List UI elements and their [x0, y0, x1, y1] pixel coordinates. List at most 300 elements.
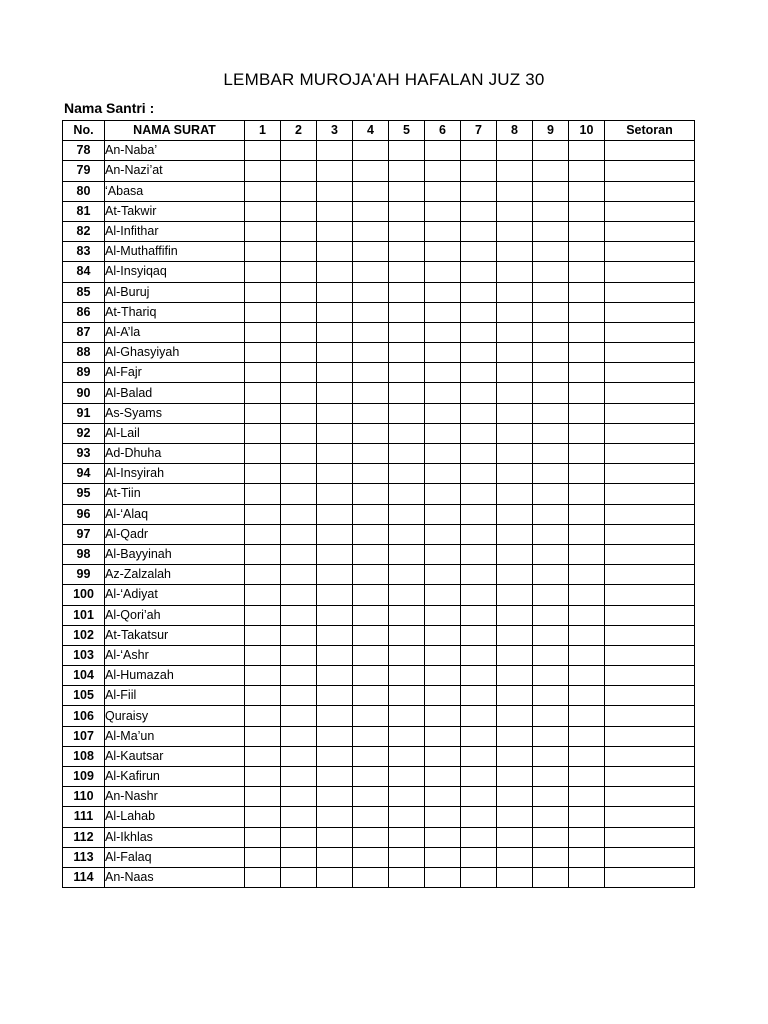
setoran-cell[interactable] — [605, 201, 695, 221]
session-2-cell[interactable] — [281, 524, 317, 544]
session-2-cell[interactable] — [281, 827, 317, 847]
session-6-cell[interactable] — [425, 242, 461, 262]
session-9-cell[interactable] — [533, 645, 569, 665]
session-8-cell[interactable] — [497, 645, 533, 665]
setoran-cell[interactable] — [605, 161, 695, 181]
session-7-cell[interactable] — [461, 827, 497, 847]
session-1-cell[interactable] — [245, 141, 281, 161]
session-4-cell[interactable] — [353, 686, 389, 706]
session-10-cell[interactable] — [569, 807, 605, 827]
session-5-cell[interactable] — [389, 686, 425, 706]
session-4-cell[interactable] — [353, 645, 389, 665]
session-6-cell[interactable] — [425, 847, 461, 867]
session-2-cell[interactable] — [281, 706, 317, 726]
setoran-cell[interactable] — [605, 645, 695, 665]
session-4-cell[interactable] — [353, 242, 389, 262]
setoran-cell[interactable] — [605, 807, 695, 827]
session-2-cell[interactable] — [281, 787, 317, 807]
session-3-cell[interactable] — [317, 827, 353, 847]
session-3-cell[interactable] — [317, 767, 353, 787]
session-3-cell[interactable] — [317, 444, 353, 464]
session-7-cell[interactable] — [461, 423, 497, 443]
session-4-cell[interactable] — [353, 141, 389, 161]
session-9-cell[interactable] — [533, 423, 569, 443]
session-9-cell[interactable] — [533, 867, 569, 887]
session-6-cell[interactable] — [425, 363, 461, 383]
session-1-cell[interactable] — [245, 201, 281, 221]
session-2-cell[interactable] — [281, 565, 317, 585]
session-10-cell[interactable] — [569, 141, 605, 161]
session-6-cell[interactable] — [425, 666, 461, 686]
session-7-cell[interactable] — [461, 221, 497, 241]
session-3-cell[interactable] — [317, 585, 353, 605]
session-5-cell[interactable] — [389, 262, 425, 282]
session-5-cell[interactable] — [389, 625, 425, 645]
session-10-cell[interactable] — [569, 686, 605, 706]
session-8-cell[interactable] — [497, 484, 533, 504]
session-9-cell[interactable] — [533, 847, 569, 867]
session-10-cell[interactable] — [569, 524, 605, 544]
session-4-cell[interactable] — [353, 262, 389, 282]
session-1-cell[interactable] — [245, 322, 281, 342]
session-3-cell[interactable] — [317, 484, 353, 504]
session-9-cell[interactable] — [533, 827, 569, 847]
session-10-cell[interactable] — [569, 847, 605, 867]
session-10-cell[interactable] — [569, 423, 605, 443]
session-3-cell[interactable] — [317, 867, 353, 887]
setoran-cell[interactable] — [605, 484, 695, 504]
session-1-cell[interactable] — [245, 302, 281, 322]
session-2-cell[interactable] — [281, 605, 317, 625]
session-4-cell[interactable] — [353, 383, 389, 403]
session-1-cell[interactable] — [245, 787, 281, 807]
session-1-cell[interactable] — [245, 221, 281, 241]
session-8-cell[interactable] — [497, 746, 533, 766]
setoran-cell[interactable] — [605, 444, 695, 464]
session-4-cell[interactable] — [353, 302, 389, 322]
session-5-cell[interactable] — [389, 302, 425, 322]
session-8-cell[interactable] — [497, 403, 533, 423]
session-6-cell[interactable] — [425, 302, 461, 322]
session-4-cell[interactable] — [353, 221, 389, 241]
session-5-cell[interactable] — [389, 141, 425, 161]
session-6-cell[interactable] — [425, 807, 461, 827]
session-8-cell[interactable] — [497, 666, 533, 686]
session-8-cell[interactable] — [497, 181, 533, 201]
session-3-cell[interactable] — [317, 201, 353, 221]
session-3-cell[interactable] — [317, 787, 353, 807]
session-4-cell[interactable] — [353, 746, 389, 766]
session-7-cell[interactable] — [461, 181, 497, 201]
session-8-cell[interactable] — [497, 282, 533, 302]
session-4-cell[interactable] — [353, 625, 389, 645]
session-6-cell[interactable] — [425, 524, 461, 544]
session-5-cell[interactable] — [389, 867, 425, 887]
session-8-cell[interactable] — [497, 383, 533, 403]
session-4-cell[interactable] — [353, 585, 389, 605]
session-7-cell[interactable] — [461, 322, 497, 342]
session-1-cell[interactable] — [245, 565, 281, 585]
session-6-cell[interactable] — [425, 181, 461, 201]
session-5-cell[interactable] — [389, 464, 425, 484]
session-1-cell[interactable] — [245, 847, 281, 867]
session-6-cell[interactable] — [425, 444, 461, 464]
setoran-cell[interactable] — [605, 282, 695, 302]
session-10-cell[interactable] — [569, 787, 605, 807]
session-8-cell[interactable] — [497, 807, 533, 827]
session-1-cell[interactable] — [245, 544, 281, 564]
session-8-cell[interactable] — [497, 141, 533, 161]
session-3-cell[interactable] — [317, 262, 353, 282]
session-3-cell[interactable] — [317, 423, 353, 443]
setoran-cell[interactable] — [605, 504, 695, 524]
session-8-cell[interactable] — [497, 625, 533, 645]
session-5-cell[interactable] — [389, 565, 425, 585]
session-8-cell[interactable] — [497, 565, 533, 585]
session-6-cell[interactable] — [425, 565, 461, 585]
session-6-cell[interactable] — [425, 827, 461, 847]
session-4-cell[interactable] — [353, 827, 389, 847]
session-9-cell[interactable] — [533, 161, 569, 181]
session-6-cell[interactable] — [425, 706, 461, 726]
session-2-cell[interactable] — [281, 544, 317, 564]
session-6-cell[interactable] — [425, 141, 461, 161]
session-10-cell[interactable] — [569, 585, 605, 605]
session-7-cell[interactable] — [461, 605, 497, 625]
session-2-cell[interactable] — [281, 767, 317, 787]
session-9-cell[interactable] — [533, 605, 569, 625]
session-7-cell[interactable] — [461, 383, 497, 403]
session-3-cell[interactable] — [317, 221, 353, 241]
session-9-cell[interactable] — [533, 262, 569, 282]
session-8-cell[interactable] — [497, 221, 533, 241]
session-8-cell[interactable] — [497, 524, 533, 544]
setoran-cell[interactable] — [605, 746, 695, 766]
session-3-cell[interactable] — [317, 464, 353, 484]
session-5-cell[interactable] — [389, 423, 425, 443]
session-1-cell[interactable] — [245, 423, 281, 443]
session-4-cell[interactable] — [353, 726, 389, 746]
session-3-cell[interactable] — [317, 363, 353, 383]
session-8-cell[interactable] — [497, 504, 533, 524]
session-8-cell[interactable] — [497, 201, 533, 221]
session-2-cell[interactable] — [281, 282, 317, 302]
session-7-cell[interactable] — [461, 645, 497, 665]
session-1-cell[interactable] — [245, 262, 281, 282]
session-9-cell[interactable] — [533, 524, 569, 544]
session-7-cell[interactable] — [461, 444, 497, 464]
session-9-cell[interactable] — [533, 181, 569, 201]
session-5-cell[interactable] — [389, 484, 425, 504]
session-10-cell[interactable] — [569, 484, 605, 504]
setoran-cell[interactable] — [605, 464, 695, 484]
setoran-cell[interactable] — [605, 827, 695, 847]
session-6-cell[interactable] — [425, 867, 461, 887]
session-9-cell[interactable] — [533, 282, 569, 302]
setoran-cell[interactable] — [605, 181, 695, 201]
session-1-cell[interactable] — [245, 867, 281, 887]
session-8-cell[interactable] — [497, 767, 533, 787]
session-4-cell[interactable] — [353, 201, 389, 221]
session-7-cell[interactable] — [461, 706, 497, 726]
session-7-cell[interactable] — [461, 504, 497, 524]
session-7-cell[interactable] — [461, 141, 497, 161]
session-7-cell[interactable] — [461, 544, 497, 564]
session-9-cell[interactable] — [533, 504, 569, 524]
session-7-cell[interactable] — [461, 464, 497, 484]
session-4-cell[interactable] — [353, 322, 389, 342]
session-4-cell[interactable] — [353, 423, 389, 443]
session-4-cell[interactable] — [353, 565, 389, 585]
session-9-cell[interactable] — [533, 141, 569, 161]
session-8-cell[interactable] — [497, 423, 533, 443]
session-7-cell[interactable] — [461, 262, 497, 282]
session-3-cell[interactable] — [317, 302, 353, 322]
session-1-cell[interactable] — [245, 767, 281, 787]
session-3-cell[interactable] — [317, 282, 353, 302]
session-9-cell[interactable] — [533, 383, 569, 403]
session-6-cell[interactable] — [425, 403, 461, 423]
session-5-cell[interactable] — [389, 242, 425, 262]
session-9-cell[interactable] — [533, 807, 569, 827]
session-9-cell[interactable] — [533, 787, 569, 807]
session-3-cell[interactable] — [317, 605, 353, 625]
session-2-cell[interactable] — [281, 343, 317, 363]
session-6-cell[interactable] — [425, 423, 461, 443]
session-7-cell[interactable] — [461, 363, 497, 383]
session-8-cell[interactable] — [497, 322, 533, 342]
session-1-cell[interactable] — [245, 827, 281, 847]
session-10-cell[interactable] — [569, 161, 605, 181]
session-9-cell[interactable] — [533, 464, 569, 484]
session-2-cell[interactable] — [281, 262, 317, 282]
session-8-cell[interactable] — [497, 787, 533, 807]
session-6-cell[interactable] — [425, 322, 461, 342]
session-9-cell[interactable] — [533, 544, 569, 564]
session-9-cell[interactable] — [533, 726, 569, 746]
session-2-cell[interactable] — [281, 363, 317, 383]
session-1-cell[interactable] — [245, 282, 281, 302]
session-10-cell[interactable] — [569, 444, 605, 464]
session-1-cell[interactable] — [245, 403, 281, 423]
setoran-cell[interactable] — [605, 706, 695, 726]
session-4-cell[interactable] — [353, 464, 389, 484]
session-3-cell[interactable] — [317, 544, 353, 564]
session-2-cell[interactable] — [281, 484, 317, 504]
session-1-cell[interactable] — [245, 605, 281, 625]
session-5-cell[interactable] — [389, 645, 425, 665]
setoran-cell[interactable] — [605, 221, 695, 241]
session-6-cell[interactable] — [425, 585, 461, 605]
session-5-cell[interactable] — [389, 282, 425, 302]
session-3-cell[interactable] — [317, 524, 353, 544]
session-2-cell[interactable] — [281, 645, 317, 665]
session-1-cell[interactable] — [245, 585, 281, 605]
session-10-cell[interactable] — [569, 645, 605, 665]
session-8-cell[interactable] — [497, 444, 533, 464]
session-5-cell[interactable] — [389, 201, 425, 221]
session-9-cell[interactable] — [533, 363, 569, 383]
session-2-cell[interactable] — [281, 383, 317, 403]
session-2-cell[interactable] — [281, 302, 317, 322]
session-1-cell[interactable] — [245, 161, 281, 181]
session-8-cell[interactable] — [497, 706, 533, 726]
session-2-cell[interactable] — [281, 242, 317, 262]
session-2-cell[interactable] — [281, 423, 317, 443]
session-7-cell[interactable] — [461, 625, 497, 645]
session-6-cell[interactable] — [425, 464, 461, 484]
session-8-cell[interactable] — [497, 847, 533, 867]
session-2-cell[interactable] — [281, 141, 317, 161]
session-3-cell[interactable] — [317, 847, 353, 867]
session-2-cell[interactable] — [281, 666, 317, 686]
setoran-cell[interactable] — [605, 787, 695, 807]
setoran-cell[interactable] — [605, 565, 695, 585]
session-10-cell[interactable] — [569, 464, 605, 484]
session-10-cell[interactable] — [569, 605, 605, 625]
session-8-cell[interactable] — [497, 585, 533, 605]
session-2-cell[interactable] — [281, 625, 317, 645]
setoran-cell[interactable] — [605, 867, 695, 887]
session-9-cell[interactable] — [533, 706, 569, 726]
session-4-cell[interactable] — [353, 161, 389, 181]
session-7-cell[interactable] — [461, 585, 497, 605]
session-10-cell[interactable] — [569, 363, 605, 383]
setoran-cell[interactable] — [605, 363, 695, 383]
session-9-cell[interactable] — [533, 242, 569, 262]
session-8-cell[interactable] — [497, 343, 533, 363]
session-6-cell[interactable] — [425, 282, 461, 302]
session-7-cell[interactable] — [461, 767, 497, 787]
session-6-cell[interactable] — [425, 383, 461, 403]
setoran-cell[interactable] — [605, 403, 695, 423]
session-1-cell[interactable] — [245, 524, 281, 544]
setoran-cell[interactable] — [605, 847, 695, 867]
session-10-cell[interactable] — [569, 565, 605, 585]
session-3-cell[interactable] — [317, 383, 353, 403]
setoran-cell[interactable] — [605, 423, 695, 443]
session-5-cell[interactable] — [389, 544, 425, 564]
session-8-cell[interactable] — [497, 686, 533, 706]
session-4-cell[interactable] — [353, 282, 389, 302]
session-9-cell[interactable] — [533, 767, 569, 787]
session-5-cell[interactable] — [389, 524, 425, 544]
session-1-cell[interactable] — [245, 444, 281, 464]
session-5-cell[interactable] — [389, 827, 425, 847]
session-5-cell[interactable] — [389, 221, 425, 241]
session-10-cell[interactable] — [569, 282, 605, 302]
session-6-cell[interactable] — [425, 625, 461, 645]
session-8-cell[interactable] — [497, 827, 533, 847]
session-2-cell[interactable] — [281, 504, 317, 524]
session-9-cell[interactable] — [533, 565, 569, 585]
session-6-cell[interactable] — [425, 767, 461, 787]
session-5-cell[interactable] — [389, 767, 425, 787]
session-6-cell[interactable] — [425, 544, 461, 564]
session-2-cell[interactable] — [281, 746, 317, 766]
session-6-cell[interactable] — [425, 161, 461, 181]
session-3-cell[interactable] — [317, 666, 353, 686]
session-7-cell[interactable] — [461, 807, 497, 827]
session-6-cell[interactable] — [425, 787, 461, 807]
session-7-cell[interactable] — [461, 787, 497, 807]
session-7-cell[interactable] — [461, 403, 497, 423]
session-9-cell[interactable] — [533, 746, 569, 766]
setoran-cell[interactable] — [605, 625, 695, 645]
session-9-cell[interactable] — [533, 343, 569, 363]
session-6-cell[interactable] — [425, 484, 461, 504]
setoran-cell[interactable] — [605, 242, 695, 262]
session-10-cell[interactable] — [569, 746, 605, 766]
session-10-cell[interactable] — [569, 504, 605, 524]
session-9-cell[interactable] — [533, 686, 569, 706]
setoran-cell[interactable] — [605, 686, 695, 706]
session-6-cell[interactable] — [425, 645, 461, 665]
session-7-cell[interactable] — [461, 242, 497, 262]
session-2-cell[interactable] — [281, 807, 317, 827]
session-8-cell[interactable] — [497, 867, 533, 887]
session-4-cell[interactable] — [353, 444, 389, 464]
session-1-cell[interactable] — [245, 726, 281, 746]
session-4-cell[interactable] — [353, 343, 389, 363]
session-8-cell[interactable] — [497, 544, 533, 564]
session-1-cell[interactable] — [245, 343, 281, 363]
session-7-cell[interactable] — [461, 746, 497, 766]
session-1-cell[interactable] — [245, 666, 281, 686]
session-3-cell[interactable] — [317, 322, 353, 342]
session-1-cell[interactable] — [245, 464, 281, 484]
session-8-cell[interactable] — [497, 464, 533, 484]
session-5-cell[interactable] — [389, 504, 425, 524]
session-10-cell[interactable] — [569, 767, 605, 787]
session-2-cell[interactable] — [281, 161, 317, 181]
session-5-cell[interactable] — [389, 706, 425, 726]
session-9-cell[interactable] — [533, 585, 569, 605]
session-5-cell[interactable] — [389, 181, 425, 201]
session-8-cell[interactable] — [497, 262, 533, 282]
session-4-cell[interactable] — [353, 544, 389, 564]
session-6-cell[interactable] — [425, 726, 461, 746]
session-10-cell[interactable] — [569, 242, 605, 262]
session-5-cell[interactable] — [389, 847, 425, 867]
session-4-cell[interactable] — [353, 363, 389, 383]
setoran-cell[interactable] — [605, 383, 695, 403]
session-3-cell[interactable] — [317, 181, 353, 201]
session-8-cell[interactable] — [497, 605, 533, 625]
session-1-cell[interactable] — [245, 686, 281, 706]
session-10-cell[interactable] — [569, 262, 605, 282]
session-5-cell[interactable] — [389, 807, 425, 827]
session-3-cell[interactable] — [317, 141, 353, 161]
session-5-cell[interactable] — [389, 343, 425, 363]
session-7-cell[interactable] — [461, 282, 497, 302]
session-10-cell[interactable] — [569, 867, 605, 887]
session-8-cell[interactable] — [497, 242, 533, 262]
setoran-cell[interactable] — [605, 524, 695, 544]
session-10-cell[interactable] — [569, 544, 605, 564]
session-3-cell[interactable] — [317, 686, 353, 706]
session-9-cell[interactable] — [533, 221, 569, 241]
session-4-cell[interactable] — [353, 706, 389, 726]
setoran-cell[interactable] — [605, 767, 695, 787]
session-10-cell[interactable] — [569, 201, 605, 221]
session-5-cell[interactable] — [389, 605, 425, 625]
session-7-cell[interactable] — [461, 201, 497, 221]
session-10-cell[interactable] — [569, 726, 605, 746]
setoran-cell[interactable] — [605, 322, 695, 342]
session-6-cell[interactable] — [425, 201, 461, 221]
session-5-cell[interactable] — [389, 726, 425, 746]
